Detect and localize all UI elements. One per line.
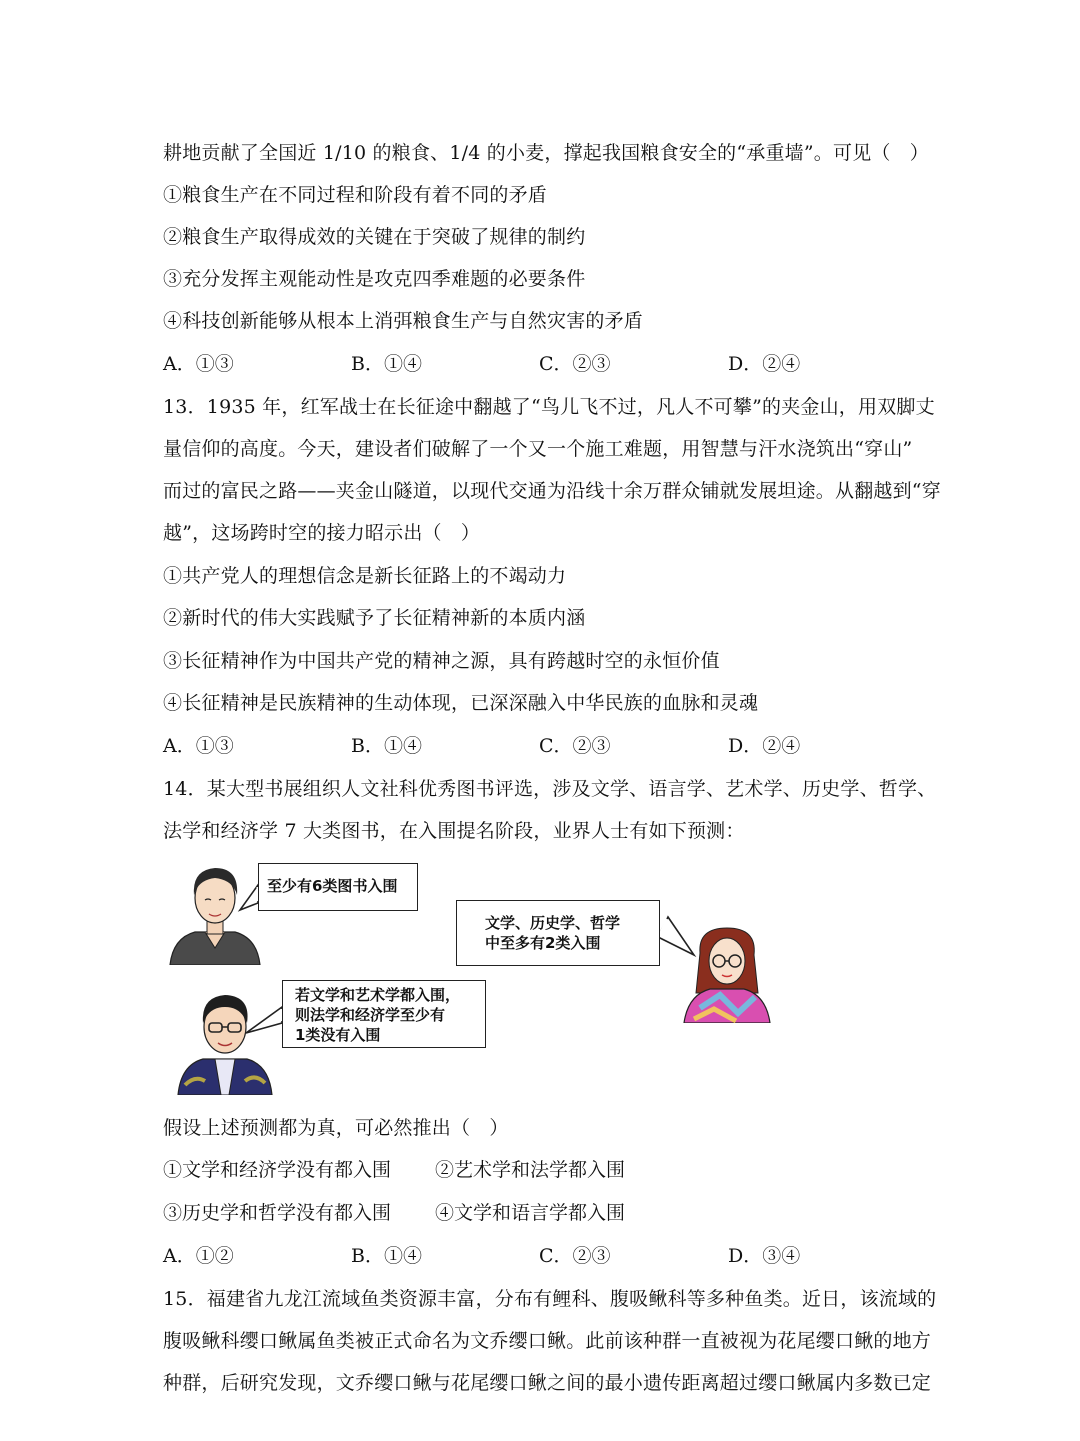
q13-item-3: ③长征精神作为中国共产党的精神之源，具有跨越时空的永恒价值 <box>163 650 720 672</box>
q13-stem-line-4: 越”，这场跨时空的接力昭示出（ ） <box>163 522 481 544</box>
bubble-man-2 <box>282 980 486 1048</box>
q12-item-4: ④科技创新能够从根本上消弭粮食生产与自然灾害的矛盾 <box>163 310 644 332</box>
q14-question: 假设上述预测都为真，可必然推出（ ） <box>163 1117 509 1139</box>
q14-stem-line-1: 14．某大型书展组织人文社科优秀图书评选，涉及文学、语言学、艺术学、历史学、哲学、 <box>163 778 937 800</box>
q14-stem-line-2: 法学和经济学 7 大类图书，在入围提名阶段，业界人士有如下预测： <box>163 820 745 842</box>
q13-item-4: ④长征精神是民族精神的生动体现，已深深融入中华民族的血脉和灵魂 <box>163 692 759 714</box>
bubble-woman <box>456 900 660 966</box>
bubble-woman-line-1: 文学、历史学、哲学 <box>485 914 621 932</box>
q12-option-b[interactable]: B．①④ <box>351 353 422 375</box>
q13-item-1: ①共产党人的理想信念是新长征路上的不竭动力 <box>163 565 567 587</box>
q14-option-b[interactable]: B．①④ <box>351 1245 422 1267</box>
q14-item-4: ④文学和语言学都入围 <box>435 1202 626 1224</box>
bubble-man-2-line-3: 1类没有入围 <box>295 1026 381 1044</box>
q15-stem-line-1: 15．福建省九龙江流域鱼类资源丰富，分布有鲤科、腹吸鳅科等多种鱼类。近日，该流域的 <box>163 1288 937 1310</box>
q13-item-2: ②新时代的伟大实践赋予了长征精神新的本质内涵 <box>163 607 586 629</box>
q12-stem-tail: 耕地贡献了全国近 1/10 的粮食、1/4 的小麦，撑起我国粮食安全的“承重墙”。可见（ ） <box>163 142 929 164</box>
q14-prediction-figure <box>160 855 790 1105</box>
q13-option-b[interactable]: B．①④ <box>351 735 422 757</box>
q14-item-2: ②艺术学和法学都入围 <box>435 1159 626 1181</box>
q12-item-2: ②粮食生产取得成效的关键在于突破了规律的制约 <box>163 226 586 248</box>
man-with-glasses-avatar-icon <box>175 985 275 1095</box>
q13-option-c[interactable]: C．②③ <box>539 735 611 757</box>
q13-option-a[interactable]: A．①③ <box>163 735 234 757</box>
bubble-man-1-line-1: 至少有6类图书入围 <box>267 877 398 895</box>
q12-option-a[interactable]: A．①③ <box>163 353 234 375</box>
q12-option-c[interactable]: C．②③ <box>539 353 611 375</box>
woman-avatar-icon <box>680 923 775 1023</box>
q14-option-c[interactable]: C．②③ <box>539 1245 611 1267</box>
q14-item-3: ③历史学和哲学没有都入围 <box>163 1202 392 1224</box>
q15-stem-line-2: 腹吸鳅科缨口鳅属鱼类被正式命名为文乔缨口鳅。此前该种群一直被视为花尾缨口鳅的地方 <box>163 1330 932 1352</box>
q14-option-a[interactable]: A．①② <box>163 1245 234 1267</box>
q13-stem-line-1: 13．1935 年，红军战士在长征途中翻越了“鸟儿飞不过，凡人不可攀”的夹金山，用双脚丈 <box>163 396 935 418</box>
q15-stem-line-3: 种群，后研究发现，文乔缨口鳅与花尾缨口鳅之间的最小遗传距离超过缨口鳅属内多数已定 <box>163 1372 932 1394</box>
q13-stem-line-3: 而过的富民之路——夹金山隧道，以现代交通为沿线十余万群众铺就发展坦途。从翻越到“穿 <box>163 480 941 502</box>
q14-items-row-1 <box>163 1157 625 1183</box>
man-avatar-icon <box>165 860 265 965</box>
q13-stem-line-2: 量信仰的高度。今天，建设者们破解了一个又一个施工难题，用智慧与汗水浇筑出“穿山” <box>163 438 913 460</box>
bubble-man-2-line-1: 若文学和艺术学都入围， <box>295 986 461 1004</box>
bubble-man-2-line-2: 则法学和经济学至少有 <box>295 1006 446 1024</box>
q14-items-row-2 <box>163 1200 625 1226</box>
q12-item-1: ①粮食生产在不同过程和阶段有着不同的矛盾 <box>163 184 548 206</box>
q13-option-d[interactable]: D．②④ <box>728 735 801 757</box>
q12-item-3: ③充分发挥主观能动性是攻克四季难题的必要条件 <box>163 268 586 290</box>
q12-option-d[interactable]: D．②④ <box>728 353 801 375</box>
q14-option-d[interactable]: D．③④ <box>728 1245 801 1267</box>
q14-item-1: ①文学和经济学没有都入围 <box>163 1159 392 1181</box>
bubble-woman-line-2: 中至多有2类入围 <box>485 934 601 952</box>
bubble-man-1 <box>258 863 418 911</box>
